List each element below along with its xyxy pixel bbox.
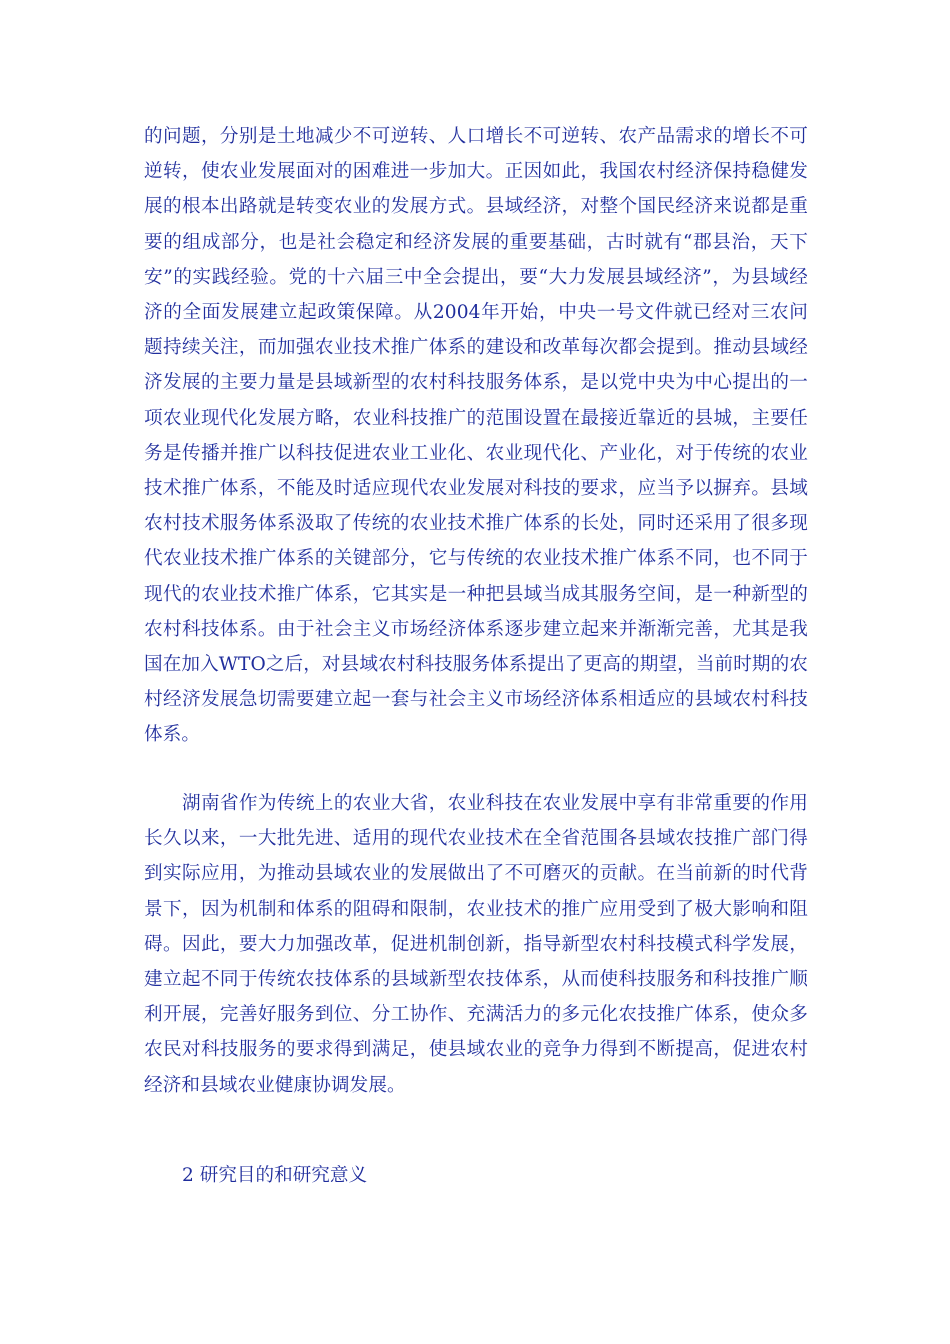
section-heading: 2 研究目的和研究意义: [182, 1165, 368, 1186]
body-paragraph: 的问题，分别是土地减少不可逆转、人口增长不可逆转、农产品需求的增长不可逆转，使农业发展面对的困难进一步加大。正因如此，我国农村经济保持稳健发展的根本出路就是转变农业的发展方式。县域经济，对整个国民经济来说都是重要的组成部分，也是社会稳定和经济发展的重要基础，古时就有“郡县治，天下安”的实践经验。党的十六届三中全会提出，要“大力发展县域经济”，为县域经济的全面发展建立起政策保障。从2004年开始，中央一号文件就已经对三农问题持续关注，而加强农业技术推广体系的建设和改革每次都会提到。推动县域经济发展的主要力量是县域新型的农村科技服务体系，是以党中央为中心提出的一项农业现代化发展方略，农业科技推广的范围设置在最接近靠近的县城，主要任务是传播并推广以科技促进农业工业化、农业现代化、产业化，对于传统的农业技术推广体系，不能及时适应现代农业发展对科技的要求，应当予以摒弃。县域农村技术服务体系汲取了传统的农业技术推广体系的长处，同时还采用了很多现代农业技术推广体系的关键部分，它与传统的农业技术推广体系不同，也不同于现代的农业技术推广体系，它其实是一种把县域当成其服务空间，是一种新型的农村科技体系。由于社会主义市场经济体系逐步建立起来并渐渐完善，尤其是我国在加入WTO之后，对县域农村科技服务体系提出了更高的期望，当前时期的农村经济发展急切需要建立起一套与社会主义市场经济体系相适应的县域农村科技体系。: [144, 126, 808, 746]
body-paragraph: 湖南省作为传统上的农业大省，农业科技在农业发展中享有非常重要的作用长久以来，一大批先进、适用的现代农业技术在全省范围各县域农技推广部门得到实际应用，为推动县域农业的发展做出了不可磨灭的贡献。在当前新的时代背景下，因为机制和体系的阻碍和限制，农业技术的推广应用受到了极大影响和阻碍。因此，要大力加强改革，促进机制创新，指导新型农村科技模式科学发展，建立起不同于传统农技体系的县域新型农技体系，从而使科技服务和科技推广顺利开展，完善好服务到位、分工协作、充满活力的多元化农技推广体系，使众多农民对科技服务的要求得到满足，使县域农业的竞争力得到不断提高，促进农村经济和县域农业健康协调发展。: [144, 793, 808, 1096]
